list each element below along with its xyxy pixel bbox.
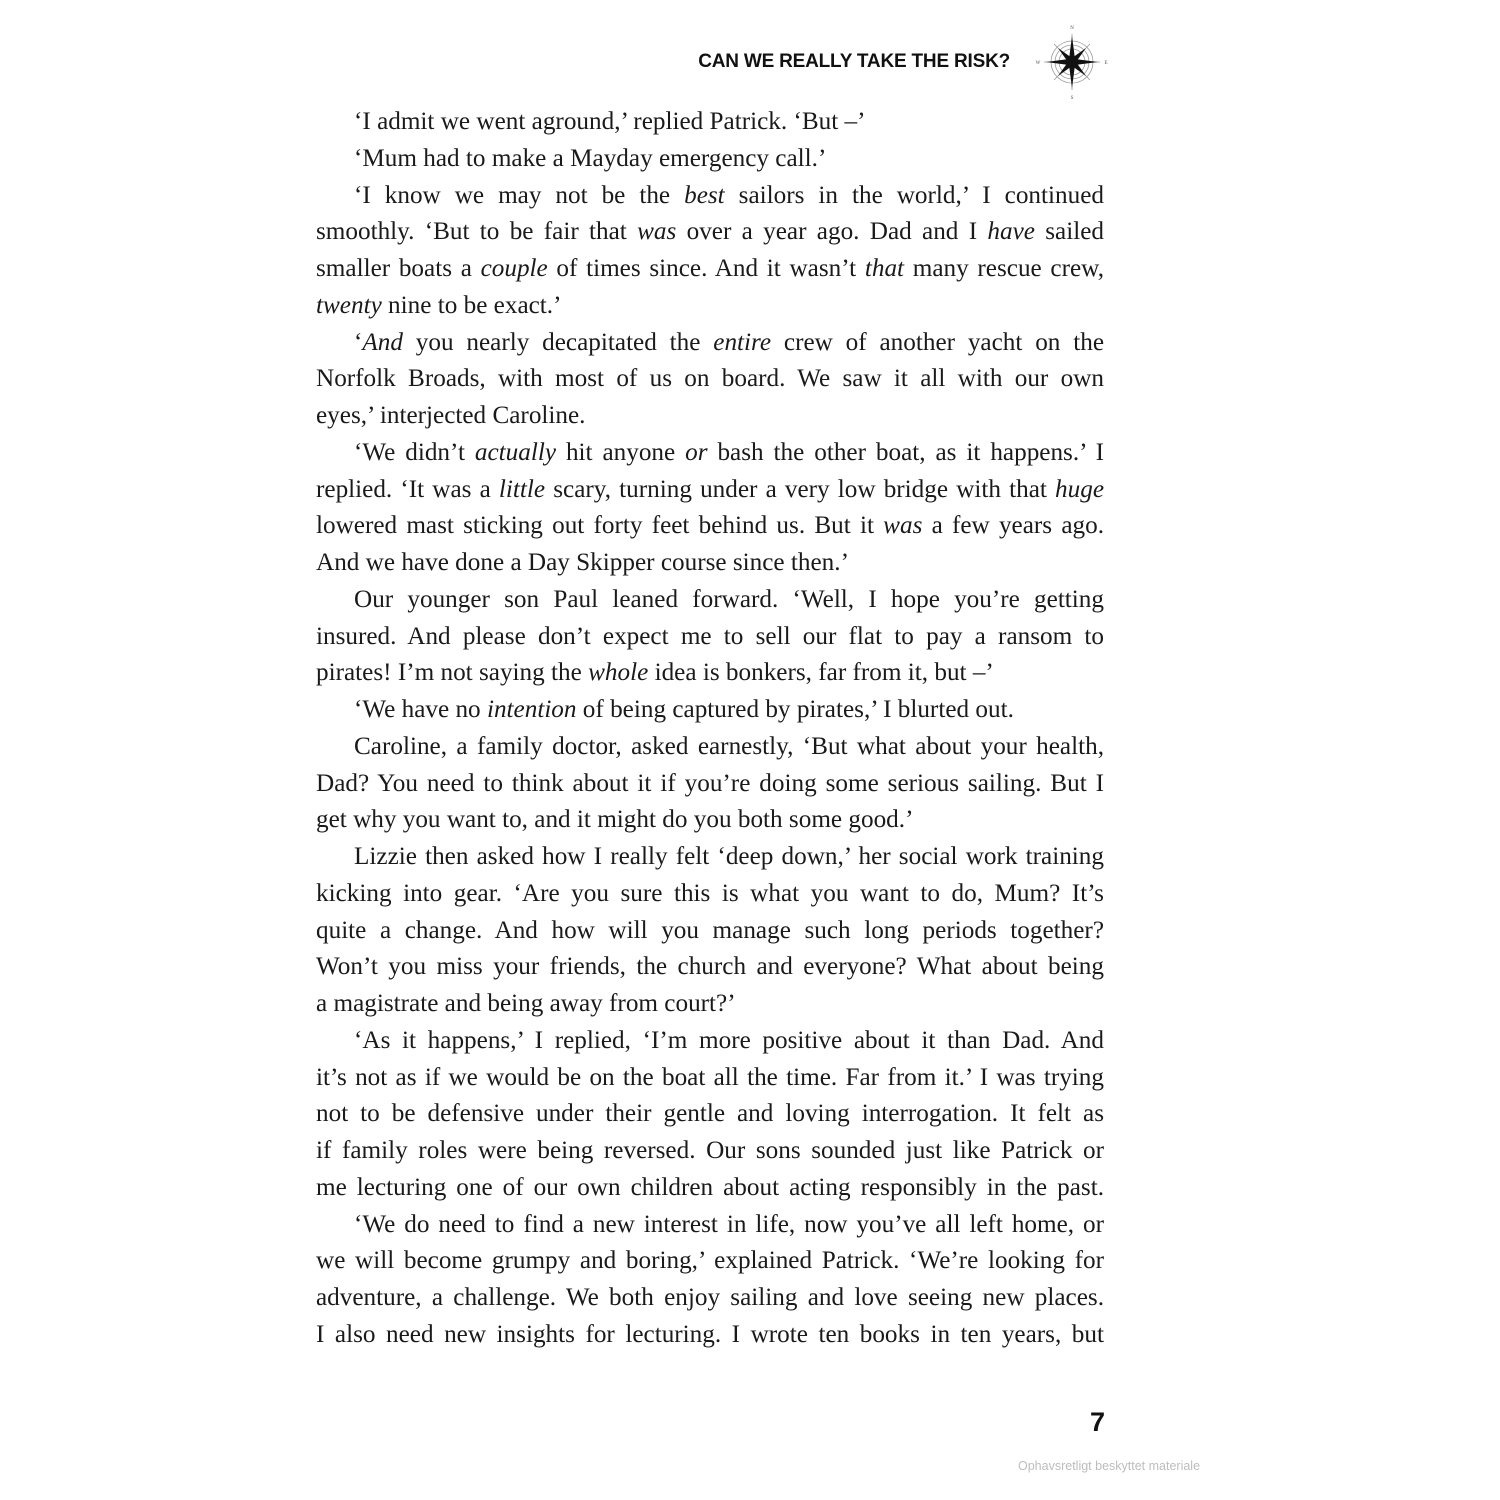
text-run: eyes,’ interjected Caroline. [316,402,586,429]
text-run: many rescue crew, [904,255,1105,282]
paragraph [316,839,1104,1023]
text-run: I also need new insights for lecturing. I wrote ten books in ten years, but [316,1320,1104,1348]
text-line [316,545,1104,582]
text-line [316,986,1104,1023]
text-run: sailed [1034,218,1104,246]
text-run: hit anyone [556,438,686,466]
compass-e: E [1104,61,1108,66]
paragraph [316,435,1104,582]
text-run: Dad? You need to think about it if you’re doing some serious sailing. But I [316,769,1104,797]
text-run: a few years ago. [922,512,1104,540]
compass-w: W [1035,61,1041,66]
text-line [316,692,1104,729]
text-line [316,361,1104,398]
text-run: not to be defensive under their gentle and loving interrogation. It felt as [316,1100,1104,1128]
text-line [316,1317,1104,1354]
italic-text: entire [713,328,772,356]
text-run: you nearly decapitated the [402,328,714,356]
text-run: kicking into gear. ‘Are you sure this is what you want to do, Mum? It’s [316,879,1104,907]
page-number: 7 [1090,1407,1106,1437]
text-line [316,729,1104,766]
italic-text: couple [480,255,548,282]
text-run: bash the other boat, as it happens.’ I [707,438,1104,466]
text-line [316,104,1104,141]
italic-text: was [637,218,677,246]
text-run: get why you want to, and it might do you both some good.’ [316,806,914,834]
text-line [316,1170,1104,1207]
text-run: ‘We have no [354,696,487,723]
text-run: Lizzie then asked how I really felt ‘deep down,’ her social work training [354,843,1104,870]
text-run: over a year ago. Dad and I [676,218,988,246]
paragraph [316,325,1104,435]
text-run: of times since. And it wasn’t [547,255,865,282]
text-line [316,1243,1104,1280]
text-run: ‘ [354,328,363,356]
text-line [316,1096,1104,1133]
text-line [316,582,1104,619]
text-line [316,508,1104,545]
text-line [316,435,1104,472]
text-run: it’s not as if we would be on the boat all the time. Far from it.’ I was trying [316,1063,1104,1091]
italic-text: best [684,181,725,209]
text-line [316,214,1104,251]
copyright-watermark: Ophavsretligt beskyttet materiale [1018,1459,1201,1473]
compass-rose-icon [1034,24,1110,100]
paragraph [316,582,1104,692]
text-line [316,949,1104,986]
text-line [316,288,1104,325]
italic-text: that [864,255,905,282]
text-run: idea is bonkers, far from it, but –’ [648,659,994,687]
text-line [316,178,1104,215]
text-run: And we have done a Day Skipper course since then.’ [316,549,849,576]
italic-text: And [362,328,403,356]
text-run: Our younger son Paul leaned forward. ‘Well, I hope you’re getting [354,585,1104,613]
paragraph [316,729,1104,839]
italic-text: have [987,218,1035,246]
text-line [316,398,1104,435]
text-line [316,766,1104,803]
running-header-title: CAN WE REALLY TAKE THE RISK? [698,51,1010,72]
text-line [316,141,1104,178]
text-run: a magistrate and being away from court?’ [316,990,736,1017]
italic-text: or [685,438,708,466]
text-run: insured. And please don’t expect me to sell our flat to pay a ransom to [316,622,1104,650]
paragraph [316,141,1104,178]
text-line [316,619,1104,656]
paragraph [316,1207,1104,1354]
text-run: me lecturing one of our own children about acting responsibly in the past. [316,1173,1104,1201]
text-run: Norfolk Broads, with most of us on board. We saw it all with our own [316,365,1104,393]
text-line [316,655,1104,692]
text-run: sailors in the world,’ I continued [724,181,1104,209]
text-line [316,1060,1104,1097]
text-run: quite a change. And how will you manage such long periods together? [316,916,1104,944]
paragraph [316,1023,1104,1207]
text-run: if family roles were being reversed. Our sons sounded just like Patrick or [316,1137,1104,1164]
text-run: ‘I admit we went aground,’ replied Patrick. ‘But –’ [354,108,866,135]
text-run: lowered mast sticking out forty feet behind us. But it [316,512,884,540]
italic-text: twenty [316,291,382,319]
text-run: smaller boats a [316,255,481,282]
body-text [316,104,1104,1354]
italic-text: whole [588,659,649,687]
text-run: nine to be exact.’ [381,291,562,319]
text-run: of being captured by pirates,’ I blurted out. [576,696,1014,723]
text-run: we will become grumpy and boring,’ explained Patrick. ‘We’re looking for [316,1247,1104,1275]
italic-text: actually [474,438,557,466]
italic-text: huge [1055,475,1104,503]
text-line [316,913,1104,950]
text-line [316,876,1104,913]
text-run: ‘I know we may not be the [354,181,685,209]
text-run: pirates! I’m not saying the [316,659,589,687]
text-line [316,325,1104,362]
text-run: ‘As it happens,’ I replied, ‘I’m more positive about it than Dad. And [354,1026,1104,1054]
text-run: crew of another yacht on the [771,328,1104,356]
italic-text: was [883,512,923,540]
text-line [316,802,1104,839]
text-line [316,251,1104,288]
text-run: adventure, a challenge. We both enjoy sailing and love seeing new places. [316,1284,1104,1311]
text-line [316,1133,1104,1170]
compass-n: N [1070,26,1074,31]
italic-text: little [498,475,546,503]
italic-text: intention [486,696,577,723]
paragraph [316,104,1104,141]
text-run: ‘We do need to find a new interest in life, now you’ve all left home, or [354,1210,1104,1238]
paragraph [316,692,1104,729]
text-run: scary, turning under a very low bridge with that [545,475,1056,503]
text-run: replied. ‘It was a [316,475,499,503]
text-line [316,1280,1104,1317]
text-run: Caroline, a family doctor, asked earnestly, ‘But what about your health, [354,732,1104,760]
compass-s: S [1070,96,1074,100]
text-line [316,1207,1104,1244]
text-run: ‘We didn’t [354,438,475,466]
text-run: Won’t you miss your friends, the church and everyone? What about being [316,953,1104,981]
paragraph [316,178,1104,325]
text-line [316,1023,1104,1060]
text-line [316,839,1104,876]
text-run: ‘Mum had to make a Mayday emergency call.’ [354,144,827,172]
text-line [316,472,1104,509]
text-run: smoothly. ‘But to be fair that [316,218,638,246]
